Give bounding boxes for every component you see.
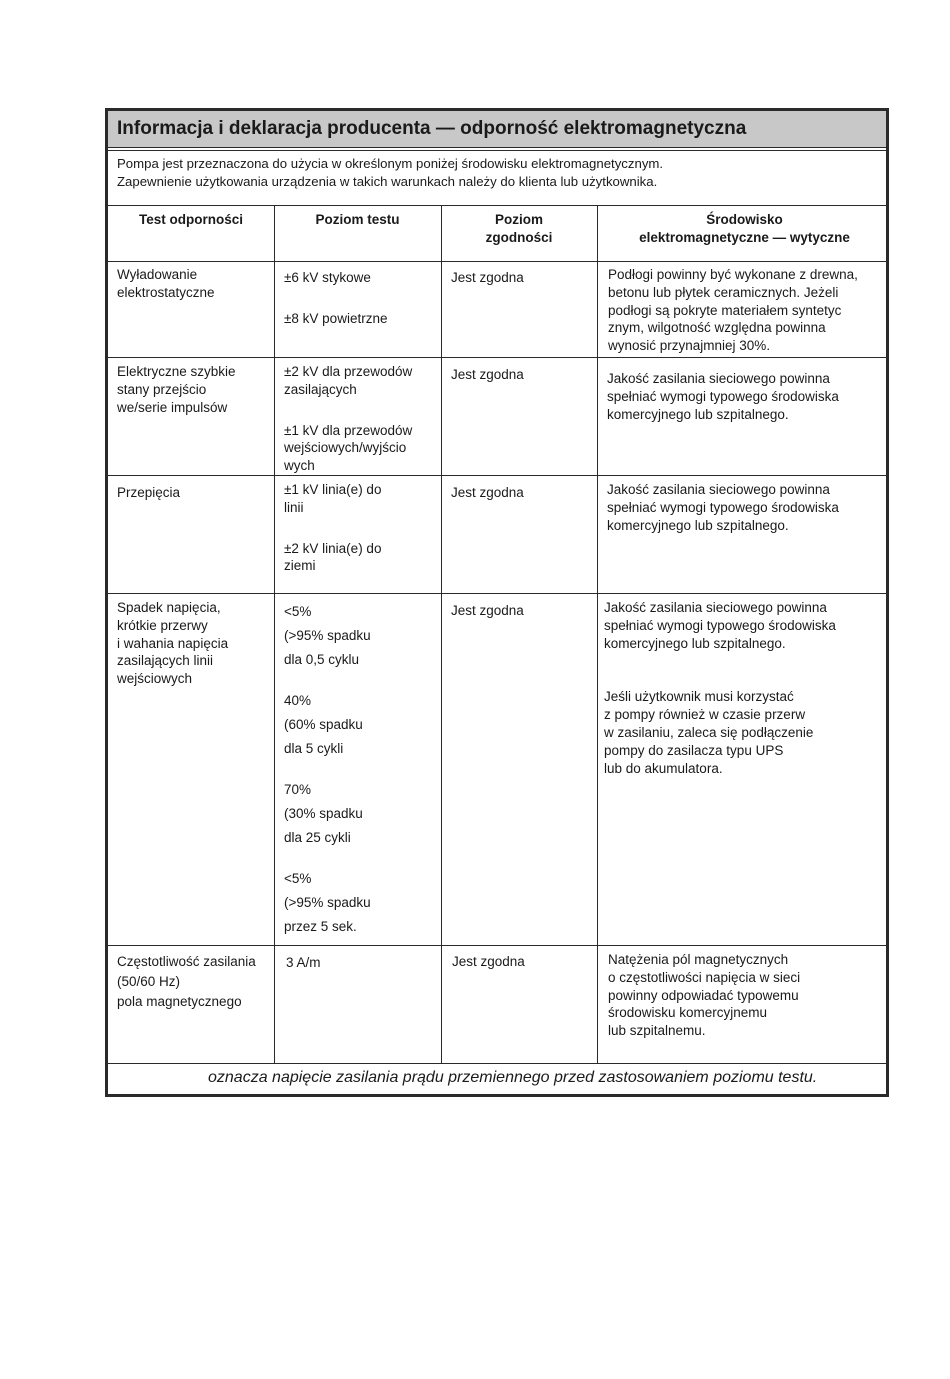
row-eft-test	[117, 363, 236, 416]
cell-line: linii	[284, 499, 304, 515]
column-divider	[597, 205, 598, 1063]
row-eft-compliance: Jest zgodna	[451, 367, 524, 382]
cell-line: podłogi są pokryte materiałem syntetyc	[608, 302, 842, 318]
cell-line: (60% spadku	[284, 717, 363, 732]
cell-line: Podłogi powinny być wykonane z drewna,	[608, 267, 858, 282]
cell-line: w zasilaniu, zaleca się podłączenie	[604, 724, 814, 740]
cell-line: komercyjnego lub szpitalnego.	[607, 406, 789, 422]
cell-line: <5%	[284, 604, 312, 619]
cell-line: we/serie impulsów	[117, 399, 228, 415]
header-bottom-rule	[108, 261, 886, 262]
dip-level-group	[284, 689, 371, 761]
row-magnetic-level	[286, 954, 321, 972]
row-eft-level	[284, 363, 412, 475]
column-divider	[441, 205, 442, 1063]
cell-line: wejściowych	[117, 671, 193, 687]
cell-line: 3 A/m	[286, 955, 321, 970]
cell-line: komercyjnego lub szpitalnego.	[607, 517, 789, 533]
row-surge-compliance: Jest zgodna	[451, 485, 524, 500]
cell-line: zasilających linii	[117, 653, 214, 669]
cell-line: Natężenia pól magnetycznych	[608, 952, 789, 967]
cell-line: wejściowych/wyjścio	[284, 440, 407, 456]
cell-line: zasilających	[284, 381, 357, 397]
cell-line: (>95% spadku	[284, 628, 371, 643]
dip-level-group	[284, 778, 371, 850]
row-surge-level	[284, 481, 381, 575]
cell-line: pompy do zasilacza typu UPS	[604, 742, 784, 758]
row-esd-guidance	[608, 266, 858, 355]
cell-line: Jakość zasilania sieciowego powinna	[607, 371, 830, 386]
header-compliance-level	[441, 211, 597, 247]
cell-line: Jakość zasilania sieciowego powinna	[607, 482, 830, 497]
row-divider	[108, 593, 886, 594]
row-dips-compliance: Jest zgodna	[451, 603, 524, 618]
cell-line: Częstotliwość zasilania	[117, 954, 256, 969]
footnote: oznacza napięcie zasilania prądu przemiennego przed zastosowaniem poziomu testu.	[208, 1069, 818, 1086]
row-esd-test	[117, 266, 215, 302]
cell-line: pola magnetycznego	[117, 994, 242, 1009]
row-esd-compliance: Jest zgodna	[451, 270, 524, 285]
intro-text	[117, 155, 663, 191]
cell-line: (>95% spadku	[284, 895, 371, 910]
cell-line: ziemi	[284, 558, 316, 574]
row-surge-guidance	[607, 481, 839, 534]
cell-line: lub szpitalnemu.	[608, 1023, 706, 1039]
cell-line: ±8 kV powietrzne	[284, 310, 388, 326]
row-magnetic-guidance	[608, 951, 800, 1040]
cell-line: ±1 kV dla przewodów	[284, 422, 413, 438]
cell-line: powinny odpowiadać typowemu	[608, 987, 799, 1003]
row-dips-test	[117, 599, 228, 688]
cell-line: 40%	[284, 693, 312, 708]
cell-line: Jakość zasilania sieciowego powinna	[604, 600, 827, 615]
column-divider	[274, 205, 275, 1063]
intro-line-1: Pompa jest przeznaczona do użycia w określonym poniżej środowisku elektromagnetycznym.	[117, 156, 664, 171]
cell-line: dla 0,5 cyklu	[284, 652, 360, 667]
cell-line: ±2 kV linia(e) do	[284, 540, 382, 556]
row-dips-guidance	[604, 599, 836, 777]
cell-line: ±1 kV linia(e) do	[284, 482, 382, 497]
cell-line: Przepięcia	[117, 485, 181, 500]
cell-line: Jeśli użytkownik musi korzystać	[604, 689, 794, 705]
row-eft-guidance	[607, 370, 839, 423]
cell-line: lub do akumulatora.	[604, 760, 723, 776]
cell-line: krótkie przerwy	[117, 617, 208, 633]
cell-line: środowisku komercyjnemu	[608, 1005, 768, 1021]
cell-line: o częstotliwości napięcia w sieci	[608, 969, 801, 985]
row-divider	[108, 945, 886, 946]
title-divider	[108, 150, 886, 151]
cell-line: wych	[284, 458, 315, 474]
cell-line: spełniać wymogi typowego środowiska	[607, 499, 839, 515]
row-divider	[108, 357, 886, 358]
header-top-rule	[108, 205, 886, 206]
cell-line: Spadek napięcia,	[117, 600, 221, 615]
cell-line: dla 25 cykli	[284, 830, 351, 845]
header-test-level: Poziom testu	[315, 212, 400, 227]
row-magnetic-test	[117, 952, 256, 1012]
header-compliance-line: zgodności	[485, 230, 553, 245]
cell-line: Wyładowanie	[117, 267, 198, 282]
title-bar	[108, 111, 886, 148]
cell-line: (30% spadku	[284, 806, 363, 821]
cell-line: <5%	[284, 871, 312, 886]
cell-line: znym, wilgotność względna powinna	[608, 320, 826, 336]
row-magnetic-compliance: Jest zgodna	[452, 954, 525, 969]
cell-line: przez 5 sek.	[284, 919, 357, 934]
cell-line: ±2 kV dla przewodów	[284, 364, 413, 379]
cell-line: wynosić przynajmniej 30%.	[608, 338, 771, 354]
cell-line: komercyjnego lub szpitalnego.	[604, 635, 786, 651]
header-guidance-line: Środowisko	[706, 212, 783, 227]
cell-line: z pompy również w czasie przerw	[604, 707, 806, 723]
cell-line: dla 5 cykli	[284, 741, 344, 756]
cell-line: ±6 kV stykowe	[284, 270, 371, 285]
cell-line: elektrostatyczne	[117, 284, 215, 300]
row-divider	[108, 475, 886, 476]
cell-line: (50/60 Hz)	[117, 974, 181, 989]
row-dips-level	[284, 600, 371, 956]
header-test: Test odporności	[138, 212, 243, 227]
header-compliance-line: Poziom	[494, 212, 543, 227]
dip-level-group	[284, 600, 371, 672]
row-esd-level	[284, 269, 387, 328]
cell-line: i wahania napięcia	[117, 635, 229, 651]
header-guidance	[597, 211, 892, 247]
row-surge-test	[117, 484, 180, 502]
cell-line: betonu lub płytek ceramicznych. Jeżeli	[608, 284, 839, 300]
header-guidance-line: elektromagnetyczne — wytyczne	[639, 230, 850, 245]
cell-line: Elektryczne szybkie	[117, 364, 236, 379]
cell-line: spełniać wymogi typowego środowiska	[607, 388, 839, 404]
cell-line: stany przejścio	[117, 381, 207, 397]
intro-line-2: Zapewnienie użytkowania urządzenia w takich warunkach należy do klienta lub użytkownika.	[117, 174, 658, 189]
dip-level-group	[284, 867, 371, 939]
emc-immunity-declaration-table	[105, 108, 889, 1097]
cell-line: 70%	[284, 782, 312, 797]
page-title: Informacja i deklaracja producenta — odporność elektromagnetyczna	[117, 118, 747, 139]
table-bottom-rule	[108, 1063, 886, 1064]
cell-line: spełniać wymogi typowego środowiska	[604, 617, 836, 633]
